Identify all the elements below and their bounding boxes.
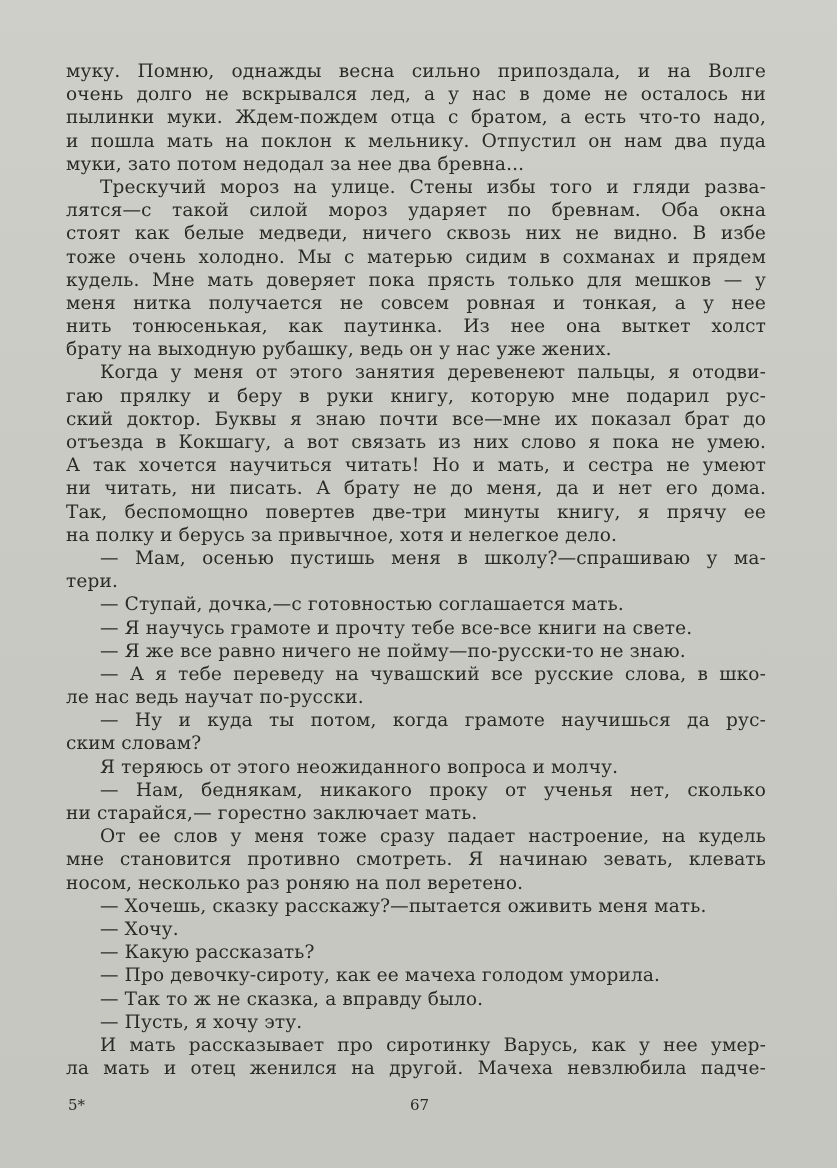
text-line: От ее слов у меня тоже сразу падает настроение, на кудель xyxy=(100,826,766,848)
text-line: брату на выходную рубашку, ведь он у нас уже жених. xyxy=(66,339,612,361)
text-line: ни читать, ни писать. А брату не до меня, да и нет его дома. xyxy=(66,478,766,500)
text-line: стоят как белые медведи, ничего сквозь них не видно. В избе xyxy=(66,223,766,245)
text-line: лятся—с такой силой мороз ударяет по бревнам. Оба окна xyxy=(66,200,766,222)
text-line: ле нас ведь научат по-русски. xyxy=(66,687,364,709)
text-line: — Мам, осенью пустишь меня в школу?—спрашиваю у ма- xyxy=(100,547,766,569)
text-line: — Хочешь, сказку расскажу?—пытается оживить меня мать. xyxy=(100,895,707,917)
text-line: кудель. Мне мать доверяет пока прясть только для мешков — у xyxy=(66,269,766,291)
text-line: муки, зато потом недодал за нее два бревна... xyxy=(66,153,525,175)
text-line: — Так то ж не сказка, а вправду было. xyxy=(100,988,484,1010)
text-line: Трескучий мороз на улице. Стены избы того и гляди разва- xyxy=(100,176,766,198)
text-line: тоже очень холодно. Мы с матерью сидим в сохманах и прядем xyxy=(66,246,766,268)
text-line: очень долго не вскрывался лед, а у нас в доме не осталось ни xyxy=(66,84,766,106)
text-line: — Я научусь грамоте и прочту тебе все-все книги на свете. xyxy=(100,617,693,639)
page-number: 67 xyxy=(410,1096,430,1114)
text-line: — Хочу. xyxy=(100,918,179,940)
text-line: А так хочется научиться читать! Но и мать, и сестра не умеют xyxy=(66,455,766,477)
text-line: — Я же все равно ничего не пойму—по-русски-то не знаю. xyxy=(100,640,686,662)
text-line: гаю прялку и беру в руки книгу, которую мне подарил рус- xyxy=(66,385,766,407)
text-line: Когда у меня от этого занятия деревенеют пальцы, я отодви- xyxy=(100,362,766,384)
text-line: ни старайся,— горестно заключает мать. xyxy=(66,803,478,824)
text-line: — Нам, беднякам, никакого проку от ученья нет, сколько xyxy=(100,779,766,801)
text-line: — А я тебе переведу на чувашский все русские слова, в шко- xyxy=(100,663,766,685)
text-line: носом, несколько раз роняю на пол веретено. xyxy=(66,872,524,894)
text-line: отъезда в Кокшагу, а вот связать из них слово я пока не умею. xyxy=(66,432,766,453)
signature-mark: 5* xyxy=(68,1096,86,1114)
text-line: ским словам? xyxy=(66,733,202,755)
text-line: — Ступай, дочка,—с готовностью соглашается мать. xyxy=(100,594,624,616)
text-line: Я теряюсь от этого неожиданного вопроса и молчу. xyxy=(100,756,619,778)
text-line: — Какую рассказать? xyxy=(100,942,315,964)
text-line: пылинки муки. Ждем-пождем отца с братом, а есть что-то надо, xyxy=(66,107,766,129)
page-footer xyxy=(0,1096,837,1118)
text-line: мне становится противно смотреть. Я начинаю зевать, клевать xyxy=(66,849,766,871)
text-line: И мать рассказывает про сиротинку Варусь, как у нее умер- xyxy=(100,1034,766,1056)
text-line: ла мать и отец женился на другой. Мачеха невзлюбила падче- xyxy=(66,1058,766,1080)
text-line: тери. xyxy=(66,571,118,593)
text-line: — Ну и куда ты потом, когда грамоте научишься да рус- xyxy=(100,710,766,732)
body-text xyxy=(66,60,766,1080)
text-line: и пошла мать на поклон к мельнику. Отпустил он нам два пуда xyxy=(66,130,766,152)
text-line: ский доктор. Буквы я знаю почти все—мне их показал брат до xyxy=(66,408,766,430)
text-line: — Пусть, я хочу эту. xyxy=(100,1011,303,1033)
text-line: нить тонюсенькая, как паутинка. Из нее она выткет холст xyxy=(66,316,766,338)
text-line: Так, беспомощно повертев две-три минуты книгу, я прячу ее xyxy=(66,501,766,523)
text-line: меня нитка получается не совсем ровная и тонкая, а у нее xyxy=(66,292,766,314)
text-line: муку. Помню, однажды весна сильно припоздала, и на Волге xyxy=(66,61,766,82)
text-line: — Про девочку-сироту, как ее мачеха голодом уморила. xyxy=(100,965,661,987)
text-line: на полку и берусь за привычное, хотя и нелегкое дело. xyxy=(66,524,618,546)
